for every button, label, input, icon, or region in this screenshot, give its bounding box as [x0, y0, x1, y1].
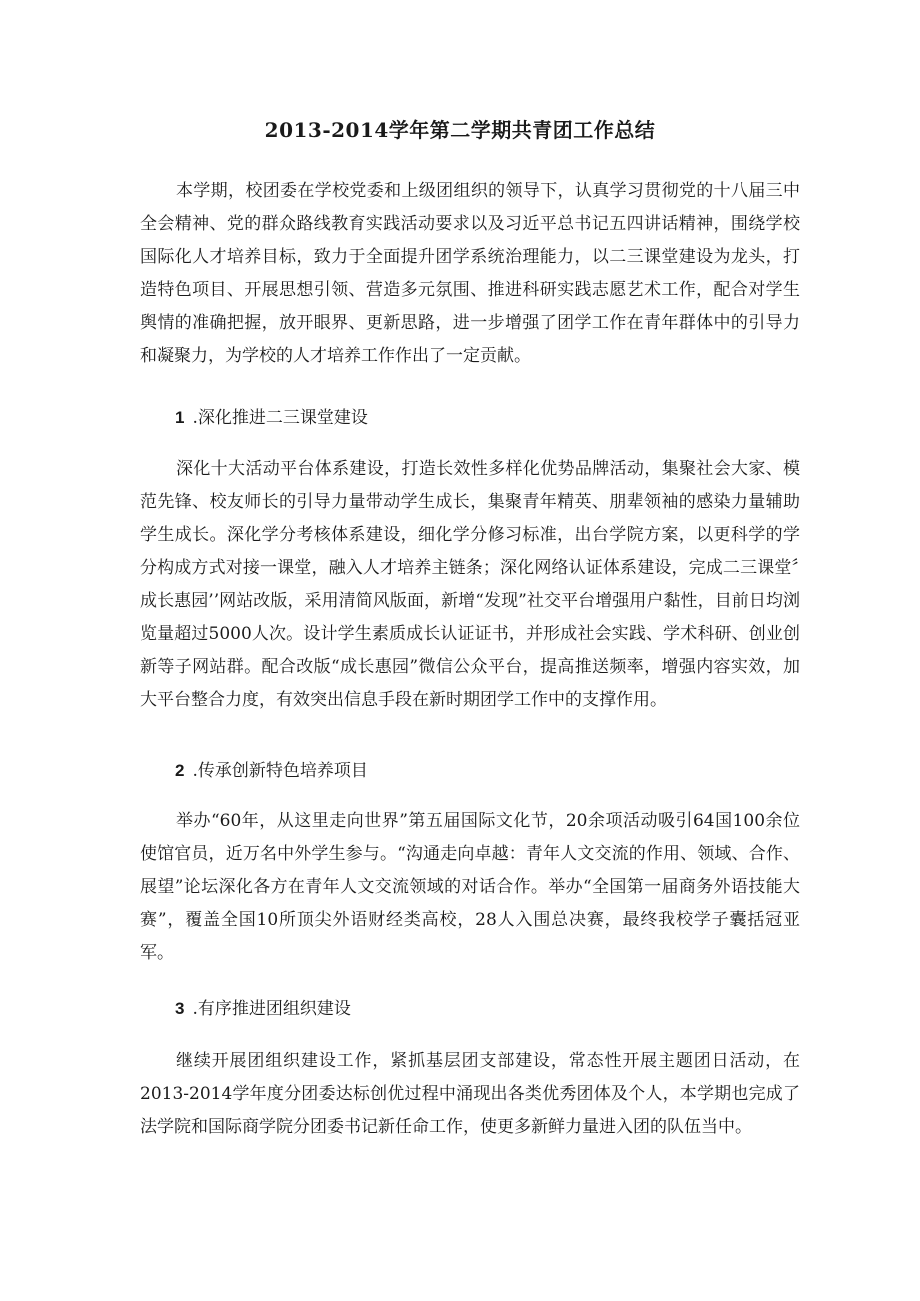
section-heading-1 — [175, 404, 368, 432]
document-title: 2013-2014学年第二学期共青团工作总结 — [264, 118, 656, 142]
intro-paragraph: 本学期，校团委在学校党委和上级团组织的领导下，认真学习贯彻党的十八届三中全会精神、党的群众路线教育实践活动要求以及习近平总书记五四讲话精神，围绕学校国际化人才培养目标，致力于全面提升团学系统治理能力，以二三课堂建设为龙头，打造特色项目、开展思想引领、营造多元氛围、推进科研实践志愿艺术工作，配合对学生舆情的准确把握，放开眼界、更新思路，进一步增强了团学工作在青年群体中的引导力和凝聚力，为学校的人才培养工作作出了一定贡献。 — [140, 181, 800, 366]
section-body-1: 深化十大活动平台体系建设，打造长效性多样化优势品牌活动，集聚社会大家、模范先锋、校友师长的引导力量带动学生成长，集聚青年精英、朋辈领袖的感染力量辅助学生成长。深化学分考核体系建设，细化学分修习标准，出台学院方案，以更科学的学分构成方式对接一课堂，融入人才培养主链条；深化网络认证体系建设，完成二三课堂〞成长惠园’’网站改版，采用清简风版面，新增“发现”社交平台增强用户黏性，目前日均浏览量超过5000人次。设计学生素质成长认证证书，并形成社会实践、学术科研、创业创新等子网站群。配合改版“成长惠园”微信公众平台，提高推送频率，增强内容实效，加大平台整合力度，有效突出信息手段在新时期团学工作中的支撑作用。 — [140, 459, 800, 710]
section-body-2: 举办“60年，从这里走向世界”第五届国际文化节，20余项活动吸引64国100余位使馆官员，近万名中外学生参与。“沟通走向卓越：青年人文交流的作用、领域、合作、展望”论坛深化各方在青年人文交流领域的对话合作。举办“全国第一届商务外语技能大赛”，覆盖全国10所顶尖外语财经类高校，28人入围总决赛，最终我校学子囊括冠亚军。 — [140, 811, 800, 963]
section-number: 2 — [175, 761, 185, 780]
section-heading-text: .深化推进二三课堂建设 — [192, 408, 368, 428]
section-number: 3 — [175, 999, 185, 1018]
section-heading-text: .有序推进团组织建设 — [192, 999, 351, 1019]
section-heading-2 — [175, 757, 368, 785]
section-number: 1 — [175, 408, 185, 427]
section-heading-text: .传承创新特色培养项目 — [192, 761, 368, 781]
section-body-3: 继续开展团组织建设工作，紧抓基层团支部建设，常态性开展主题团日活动，在2013-2014学年度分团委达标创优过程中涌现出各类优秀团体及个人，本学期也完成了法学院和国际商学院分团委书记新任命工作，使更多新鲜力量进入团的队伍当中。 — [140, 1051, 800, 1137]
section-heading-3 — [175, 995, 351, 1023]
